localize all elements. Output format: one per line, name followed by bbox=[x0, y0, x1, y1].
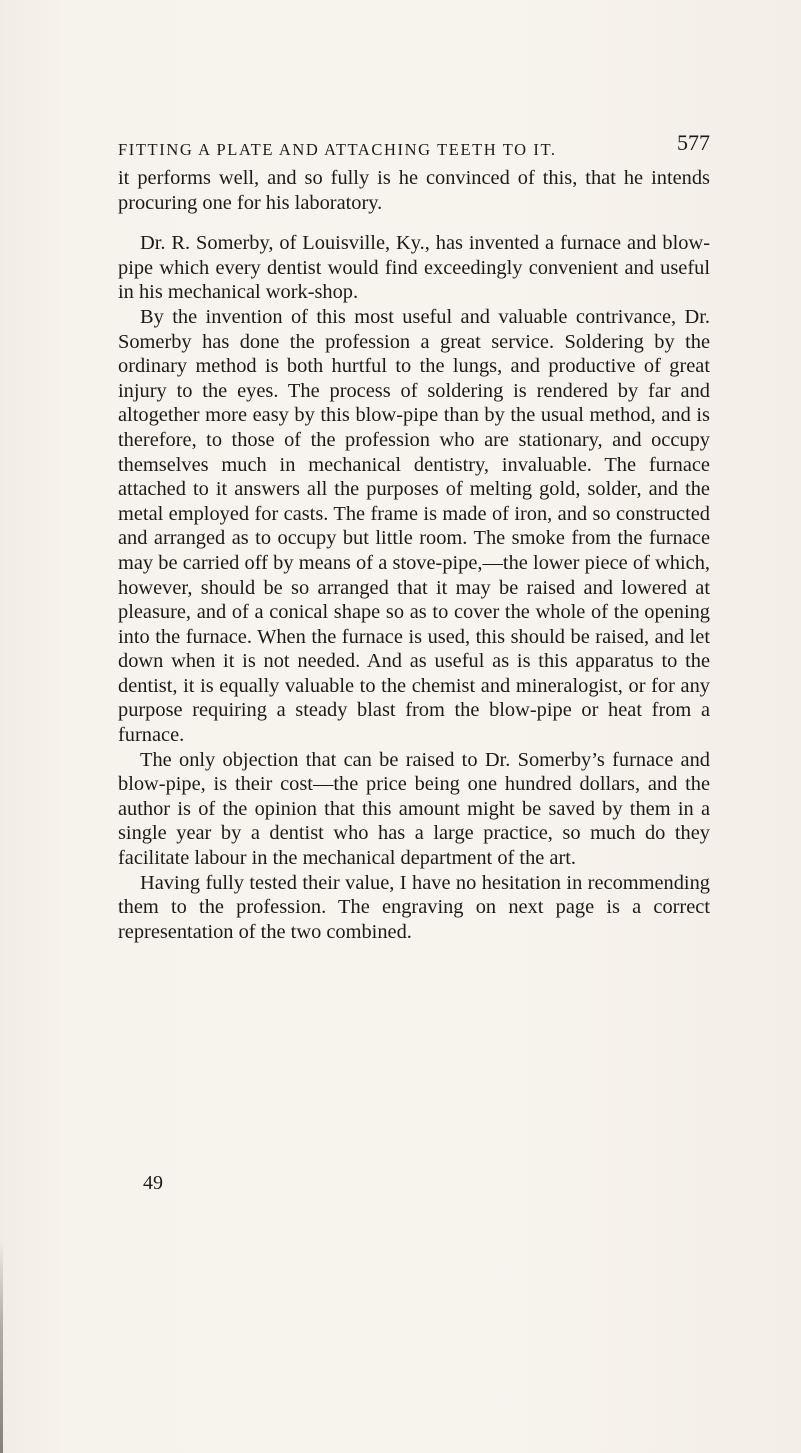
paragraph-somerby-intro: Dr. R. Somerby, of Louisville, Ky., has invented a furnace and blow-pipe which every dentist would find exceedingly convenient and useful in his mechanical work-shop. bbox=[118, 232, 710, 304]
paragraph-invention-description: By the invention of this most useful and valuable contrivance, Dr. Somerby has done the profession a great service. Soldering by the ordinary method is both hurtful to the lungs, and productive of great injury to the eyes. The process of soldering is rendered by far and altogether more easy by this blow-pipe than by the usual method, and is therefore, to those of the profession who are stationary, and occupy themselves much in mechanical dentistry, invaluable. The furnace attached to it answers all the purposes of melting gold, solder, and the metal employed for casts. The frame is made of iron, and so constructed and arranged as to occupy but little room. The smoke from the furnace may be carried off by means of a stove-pipe,—the lower piece of which, however, should be so arranged that it may be raised and lowered at pleasure, and of a conical shape so as to cover the whole of the opening into the furnace. When the furnace is used, this should be raised, and let down when it is not needed. And as useful as is this apparatus to the dentist, it is equally valuable to the chemist and mineralogist, or for any purpose requiring a steady blast from the blow-pipe or heat from a furnace. bbox=[118, 305, 710, 747]
paragraph-recommendation: Having fully tested their value, I have no hesitation in recommending them to the profession. The engraving on next page is a correct representation of the two combined. bbox=[118, 871, 710, 943]
printer-signature-mark: 49 bbox=[143, 1172, 163, 1194]
body-text bbox=[118, 166, 710, 944]
paragraph-cost-objection: The only objection that can be raised to Dr. Somerby’s furnace and blow-pipe, is their cost—the price being one hundred dollars, and the author is of the opinion that this amount might be saved by them in a single year by a dentist who has a large practice, so much do they facilitate labour in the mechanical department of the art. bbox=[118, 748, 710, 870]
page-number: 577 bbox=[677, 130, 710, 155]
paragraph-continuation: it performs well, and so fully is he convinced of this, that he intends procuring one for his laboratory. bbox=[118, 167, 710, 214]
running-head bbox=[118, 130, 710, 162]
running-title: FITTING A PLATE AND ATTACHING TEETH TO IT. bbox=[118, 140, 557, 159]
page-binding-shadow bbox=[0, 1240, 3, 1453]
